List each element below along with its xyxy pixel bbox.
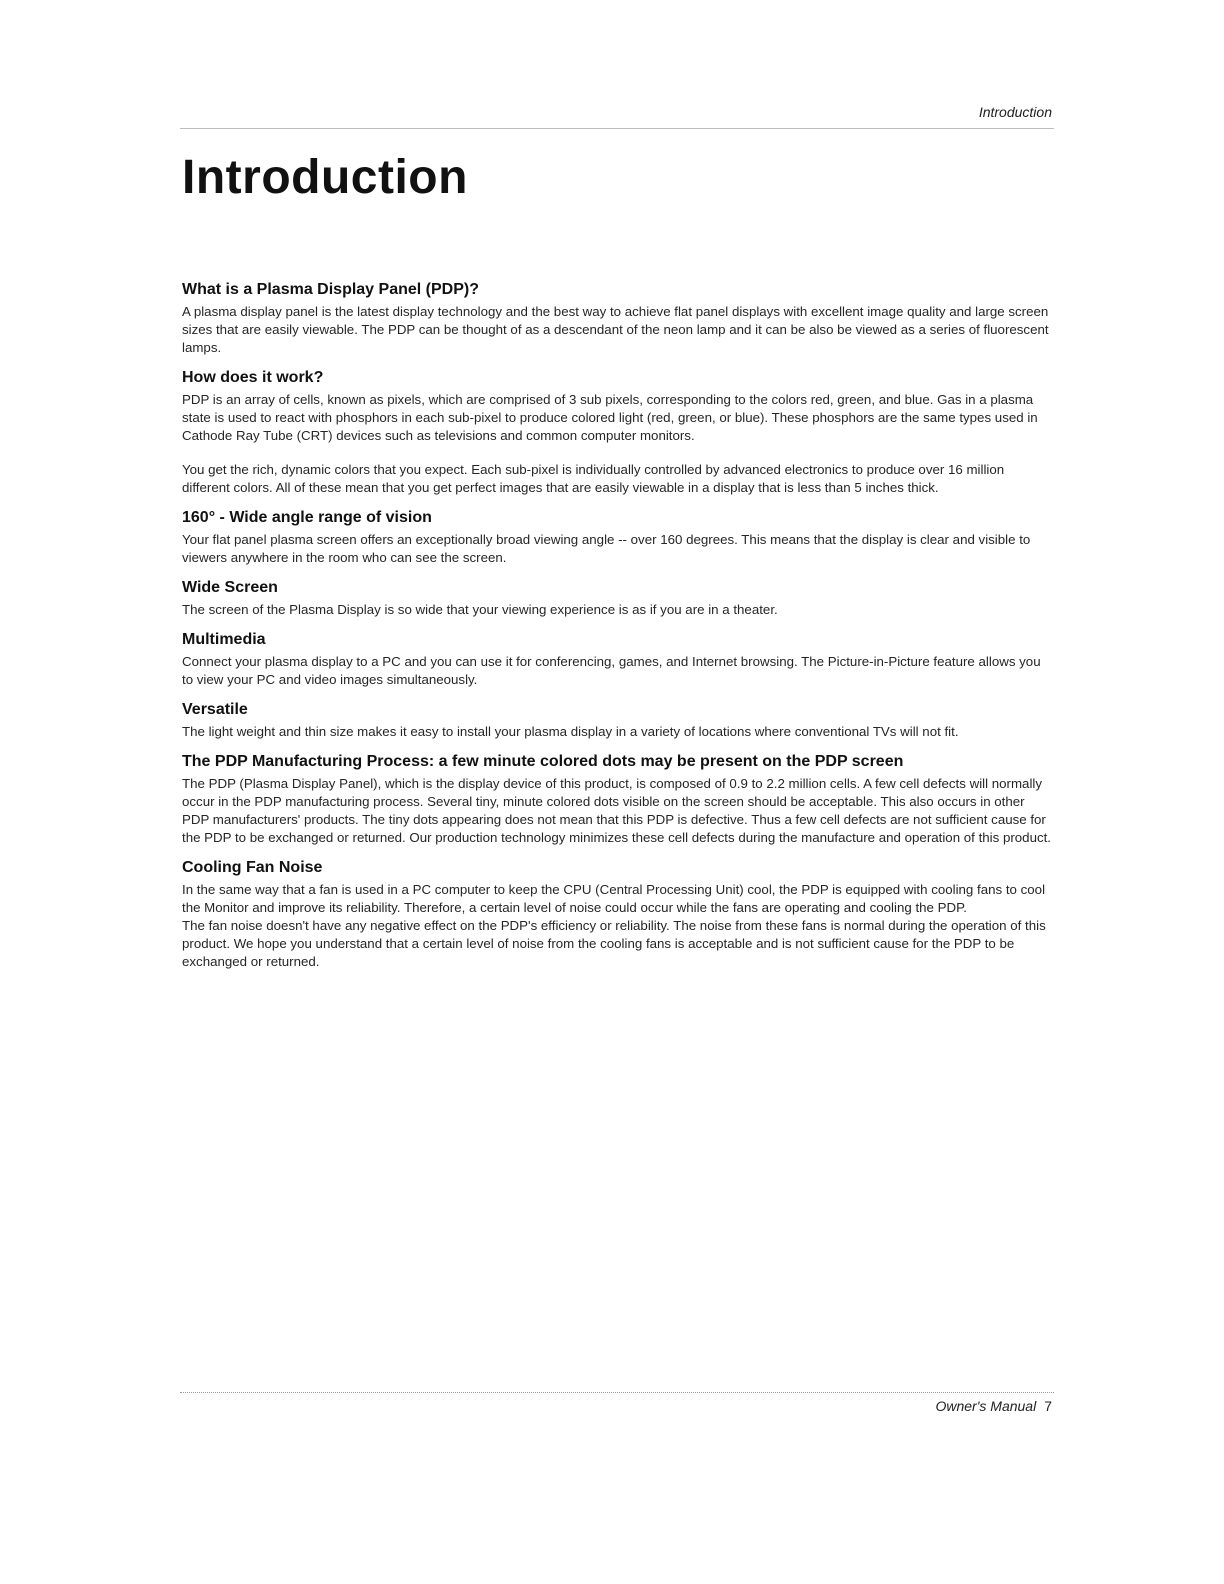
section-what-is-pdp	[182, 280, 1052, 357]
section-cooling-fan-noise	[182, 858, 1052, 971]
section-heading: How does it work?	[182, 369, 324, 386]
section-paragraph: The fan noise doesn't have any negative effect on the PDP's efficiency or reliability. The noise from these fans is normal during the operation of this product. We hope you understand that a certain level of noise from the cooling fans is acceptable and is not sufficient cause for the PDP to be exchanged or returned.	[182, 918, 1046, 969]
section-heading: 160° - Wide angle range of vision	[182, 509, 432, 526]
footer-label: Owner's Manual	[935, 1398, 1037, 1414]
section-heading: Versatile	[182, 701, 248, 718]
section-wide-angle	[182, 508, 1052, 567]
section-heading: What is a Plasma Display Panel (PDP)?	[182, 281, 479, 298]
section-how-does-it-work	[182, 368, 1052, 497]
header-divider	[180, 128, 1054, 129]
section-wide-screen	[182, 578, 1052, 619]
page-title: Introduction	[182, 151, 468, 204]
section-heading: Cooling Fan Noise	[182, 859, 323, 876]
section-paragraph: Connect your plasma display to a PC and you can use it for conferencing, games, and Internet browsing. The Picture-in-Picture feature allows you to view your PC and video images simultaneously.	[182, 654, 1041, 687]
section-paragraph: You get the rich, dynamic colors that you expect. Each sub-pixel is individually controlled by advanced electronics to produce over 16 million different colors. All of these mean that you get perfect images that are easily viewable in a display that is less than 5 inches thick.	[182, 462, 1005, 495]
running-header: Introduction	[978, 104, 1052, 120]
section-paragraph: The PDP (Plasma Display Panel), which is the display device of this product, is composed of 0.9 to 2.2 million cells. A few cell defects will normally occur in the PDP manufacturing process. Several tiny, minute colored dots visible on the screen should be acceptable. This also occurs in other PDP manufacturers' products. The tiny dots appearing does not mean that this PDP is defective. Thus a few cell defects are not sufficient cause for the PDP to be exchanged or returned. Our production technology minimizes these cell defects during the manufacture and operation of this product.	[182, 776, 1051, 845]
section-paragraph: In the same way that a fan is used in a PC computer to keep the CPU (Central Processing Unit) cool, the PDP is equipped with cooling fans to cool the Monitor and improve its reliability. Therefore, a certain level of noise could occur while the fans are operating and cooling the PDP.	[182, 882, 1046, 915]
section-heading: The PDP Manufacturing Process: a few minute colored dots may be present on the PDP screen	[182, 753, 904, 770]
footer-divider	[180, 1392, 1054, 1393]
section-versatile	[182, 700, 1052, 741]
page-content	[182, 280, 1052, 971]
section-paragraph: Your flat panel plasma screen offers an exceptionally broad viewing angle -- over 160 degrees. This means that the display is clear and visible to viewers anywhere in the room who can see the screen.	[182, 532, 1031, 565]
section-paragraph: The light weight and thin size makes it easy to install your plasma display in a variety of locations where conventional TVs will not fit.	[182, 724, 959, 739]
page-footer	[182, 1398, 1052, 1414]
section-paragraph: The screen of the Plasma Display is so wide that your viewing experience is as if you are in a theater.	[182, 602, 778, 617]
section-paragraph: PDP is an array of cells, known as pixels, which are comprised of 3 sub pixels, corresponding to the colors red, green, and blue. Gas in a plasma state is used to react with phosphors in each sub-pixel to produce colored light (red, green, or blue). These phosphors are the same types used in Cathode Ray Tube (CRT) devices such as televisions and common computer monitors.	[182, 392, 1038, 443]
section-heading: Wide Screen	[182, 579, 278, 596]
section-manufacturing-process	[182, 752, 1052, 847]
page-number: 7	[1044, 1398, 1052, 1414]
section-multimedia	[182, 630, 1052, 689]
section-heading: Multimedia	[182, 631, 266, 648]
section-paragraph: A plasma display panel is the latest display technology and the best way to achieve flat panel displays with excellent image quality and large screen sizes that are easily viewable. The PDP can be thought of as a descendant of the neon lamp and it can be also be viewed as a series of fluorescent lamps.	[182, 304, 1049, 355]
